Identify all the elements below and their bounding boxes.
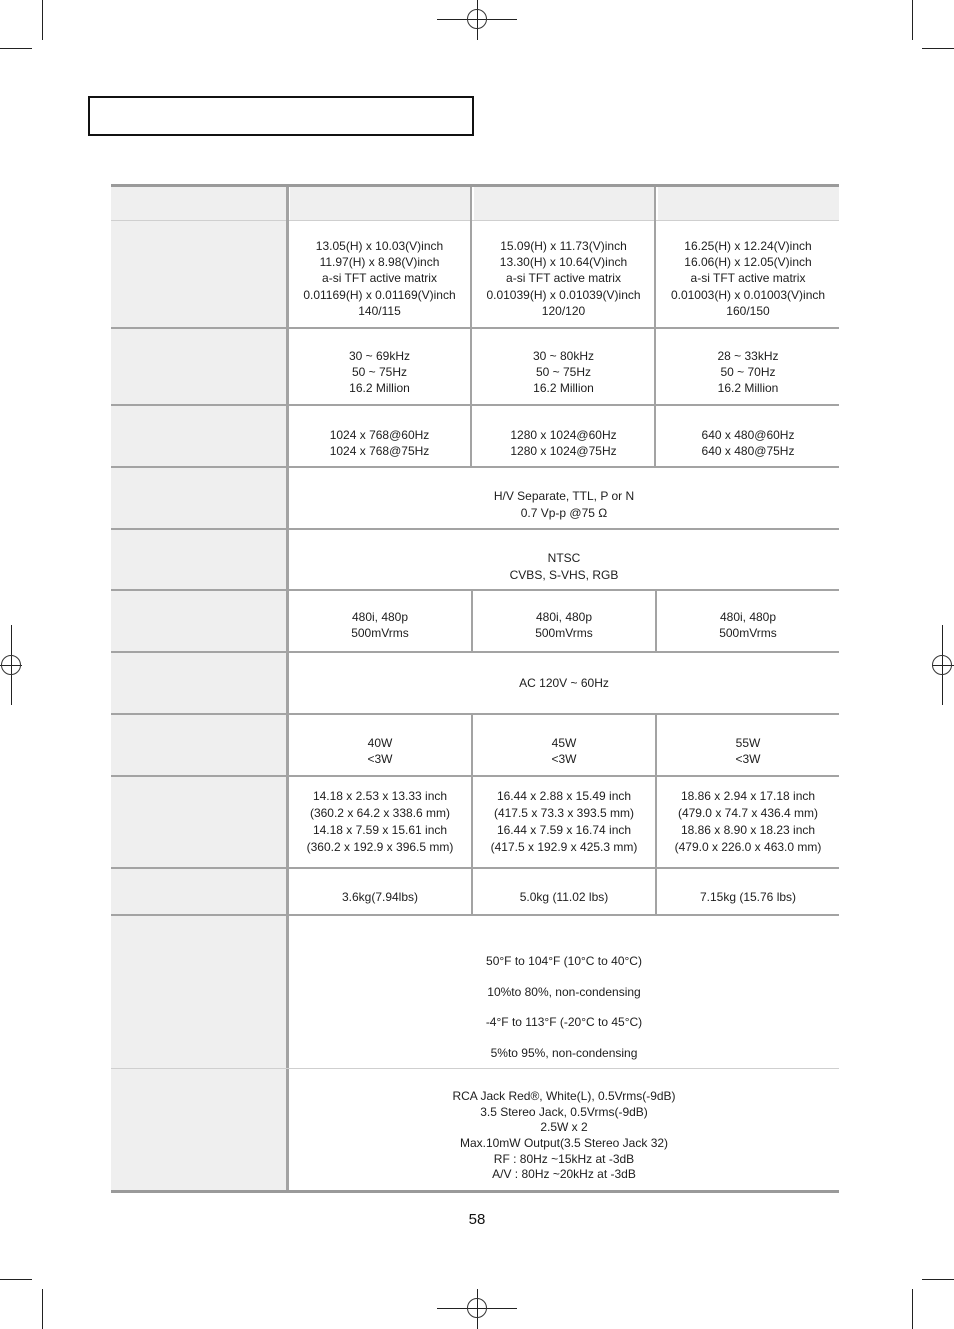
header-model-3	[658, 187, 839, 220]
sync-cell-1: 30 ~ 69kHz 50 ~ 75Hz 16.2 Million	[348, 348, 411, 396]
label-dimensions	[111, 777, 286, 867]
sync-cell-3: 28 ~ 33kHz 50 ~ 70Hz 16.2 Million	[717, 348, 779, 396]
header-label-cell	[111, 187, 286, 220]
label-panel	[111, 221, 286, 327]
label-weight	[111, 869, 286, 914]
panel-cell-3: 16.25(H) x 12.24(V)inch 16.06(H) x 12.05(V)inch a-si TFT active matrix 0.01003(H) x 0.01003(V)inch 160/150	[670, 238, 826, 318]
panel-cell-1: 13.05(H) x 10.03(V)inch 11.97(H) x 8.98(V)inch a-si TFT active matrix 0.01169(H) x 0.01169(V)inch 140/115	[303, 238, 456, 318]
power-consumption-cell-1: 40W <3W	[367, 735, 393, 766]
video-signal-cell: NTSC CVBS, S-VHS, RGB	[509, 551, 619, 582]
weight-cell-2: 5.0kg (11.02 lbs)	[519, 889, 609, 904]
input-signal-cell: H/V Separate, TTL, P or N 0.7 Vp-p @75 Ω	[493, 489, 635, 520]
label-video-signal	[111, 530, 286, 590]
resolution-cell-2: 1280 x 1024@60Hz 1280 x 1024@75Hz	[510, 427, 617, 458]
power-consumption-cell-3: 55W <3W	[735, 735, 761, 766]
label-audio	[111, 1069, 286, 1190]
sync-cell-2: 30 ~ 80kHz 50 ~ 75Hz 16.2 Million	[532, 348, 595, 396]
label-sync	[111, 329, 286, 404]
weight-cell-1: 3.6kg(7.94lbs)	[341, 889, 419, 904]
label-environment	[111, 916, 286, 1068]
resolution-cell-3: 640 x 480@60Hz 640 x 480@75Hz	[701, 427, 795, 458]
header-model-2	[474, 187, 654, 220]
label-component	[111, 591, 286, 651]
label-input-signal	[111, 468, 286, 528]
power-supply-cell: AC 120V ~ 60Hz	[519, 675, 609, 690]
dimensions-cell-1: 14.18 x 2.53 x 13.33 inch (360.2 x 64.2 x 338.6 mm) 14.18 x 7.59 x 15.61 inch (360.2 x 192.9 x 396.5 mm)	[306, 789, 454, 854]
dimensions-cell-3: 18.86 x 2.94 x 17.18 inch (479.0 x 74.7 x 436.4 mm) 18.86 x 8.90 x 18.23 inch (479.0 x 226.0 x 463.0 mm)	[674, 789, 822, 854]
label-resolution	[111, 406, 286, 466]
audio-cell: RCA Jack Red®, White(L), 0.5Vrms(-9dB) 3.5 Stereo Jack, 0.5Vrms(-9dB) 2.5W x 2 Max.10mW Output(3.5 Stereo Jack 32) RF : 80Hz ~15kHz at -3dB A/V : 80Hz ~20kHz at -3dB	[452, 1089, 676, 1182]
resolution-cell-1: 1024 x 768@60Hz 1024 x 768@75Hz	[329, 427, 430, 458]
panel-cell-2: 15.09(H) x 11.73(V)inch 13.30(H) x 10.64(V)inch a-si TFT active matrix 0.01039(H) x 0.01039(V)inch 120/120	[486, 238, 641, 318]
component-cell-3: 480i, 480p 500mVrms	[719, 609, 777, 640]
table-bottom-rule	[111, 1190, 839, 1193]
label-power-consumption	[111, 715, 286, 775]
page-number: 58	[468, 1211, 486, 1228]
weight-cell-3: 7.15kg (15.76 lbs)	[699, 889, 797, 904]
component-cell-1: 480i, 480p 500mVrms	[351, 609, 409, 640]
environment-cell: 50°F to 104°F (10°C to 40°C) 10%to 80%, non-condensing -4°F to 113°F (-20°C to 45°C) 5%to 95%, non-condensing	[485, 953, 643, 1060]
header-model-1	[290, 187, 470, 220]
component-cell-2: 480i, 480p 500mVrms	[535, 609, 593, 640]
label-power-supply	[111, 653, 286, 713]
section-title-box	[88, 96, 474, 136]
power-consumption-cell-2: 45W <3W	[551, 735, 577, 766]
dimensions-cell-2: 16.44 x 2.88 x 15.49 inch (417.5 x 73.3 x 393.5 mm) 16.44 x 7.59 x 16.74 inch (417.5 x 192.9 x 425.3 mm)	[490, 789, 638, 854]
